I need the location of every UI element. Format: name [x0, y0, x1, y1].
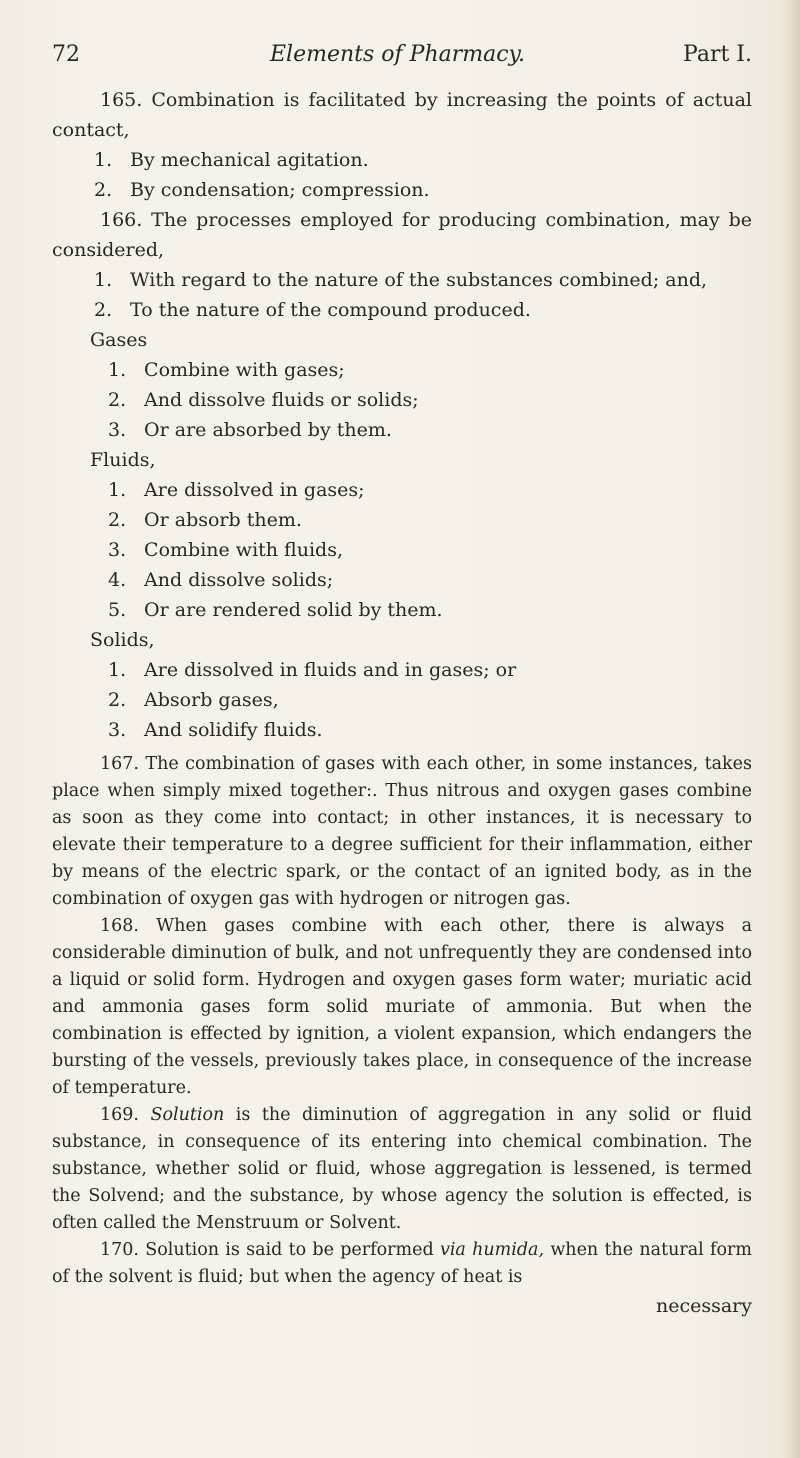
paragraph-167: 167. The combination of gases with each other, in some instances, takes place when simply mixed together:. Thus nitrous and oxygen gases combine as soon as they come into contact; in other instances, it is necessary to elevate their temperature to a degree sufficient for their inflammation, either by means of the electric spark, or the contact of an ignited body, as in the combination of oxygen gas with hydrogen or nitrogen gas. — [52, 754, 752, 909]
paragraph-166: 166. The processes employed for producing combination, may be considered, — [52, 209, 752, 261]
list-item: 1. Combine with gases; — [108, 359, 345, 381]
section-heading-solids: Solids, — [90, 629, 155, 651]
list-item: 1. By mechanical agitation. — [94, 149, 369, 171]
section-heading-fluids: Fluids, — [90, 449, 156, 471]
list-item: 5. Or are rendered solid by them. — [108, 599, 443, 621]
list-item: 3. Combine with fluids, — [108, 539, 343, 561]
list-item: 1. Are dissolved in fluids and in gases; or — [108, 659, 517, 681]
catchword: necessary — [655, 1295, 752, 1317]
list-item: 1. With regard to the nature of the substances combined; and, — [94, 269, 708, 291]
page-body — [52, 85, 752, 1321]
running-title: Elements of Pharmacy. — [269, 42, 526, 67]
section-heading-gases: Gases — [90, 329, 148, 351]
term-via-humida: via humida, — [439, 1240, 545, 1260]
list-item: 3. And solidify fluids. — [108, 719, 323, 741]
list-item: 2. Absorb gases, — [108, 689, 279, 711]
paragraph-170: 170. Solution is said to be performed via humida, when the natural form of the solvent is fluid; but when the agency of heat is — [52, 1240, 752, 1287]
page-edge-shadow — [782, 0, 800, 1458]
part-label: Part I. — [683, 42, 752, 67]
list-item: 2. By condensation; compression. — [94, 179, 430, 201]
term-solution: Solution — [150, 1105, 225, 1125]
list-item: 2. Or absorb them. — [108, 509, 302, 531]
page-number: 72 — [52, 42, 80, 67]
running-header — [52, 42, 752, 67]
paragraph-169: 169. Solution is the diminution of aggregation in any solid or fluid substance, in consequence of its entering into chemical combination. The substance, whether solid or fluid, whose aggregation is lessened, is termed the Solvend; and the substance, by whose agency the solution is effected, is often called the Menstruum or Solvent. — [52, 1105, 752, 1233]
list-item: 1. Are dissolved in gases; — [108, 479, 365, 501]
list-item: 2. To the nature of the compound produced. — [94, 299, 531, 321]
list-item: 4. And dissolve solids; — [108, 569, 334, 591]
paragraph-165: 165. Combination is facilitated by increasing the points of actual contact, — [52, 89, 752, 141]
paragraph-168: 168. When gases combine with each other, there is always a considerable diminution of bulk, and not unfrequently they are condensed into a liquid or solid form. Hydrogen and oxygen gases form water; muriatic acid and ammonia gases form solid muriate of ammonia. But when the combination is effected by ignition, a violent expansion, which endangers the bursting of the vessels, previously takes place, in consequence of the increase of temperature. — [52, 916, 752, 1098]
list-item: 2. And dissolve fluids or solids; — [108, 389, 419, 411]
list-item: 3. Or are absorbed by them. — [108, 419, 392, 441]
